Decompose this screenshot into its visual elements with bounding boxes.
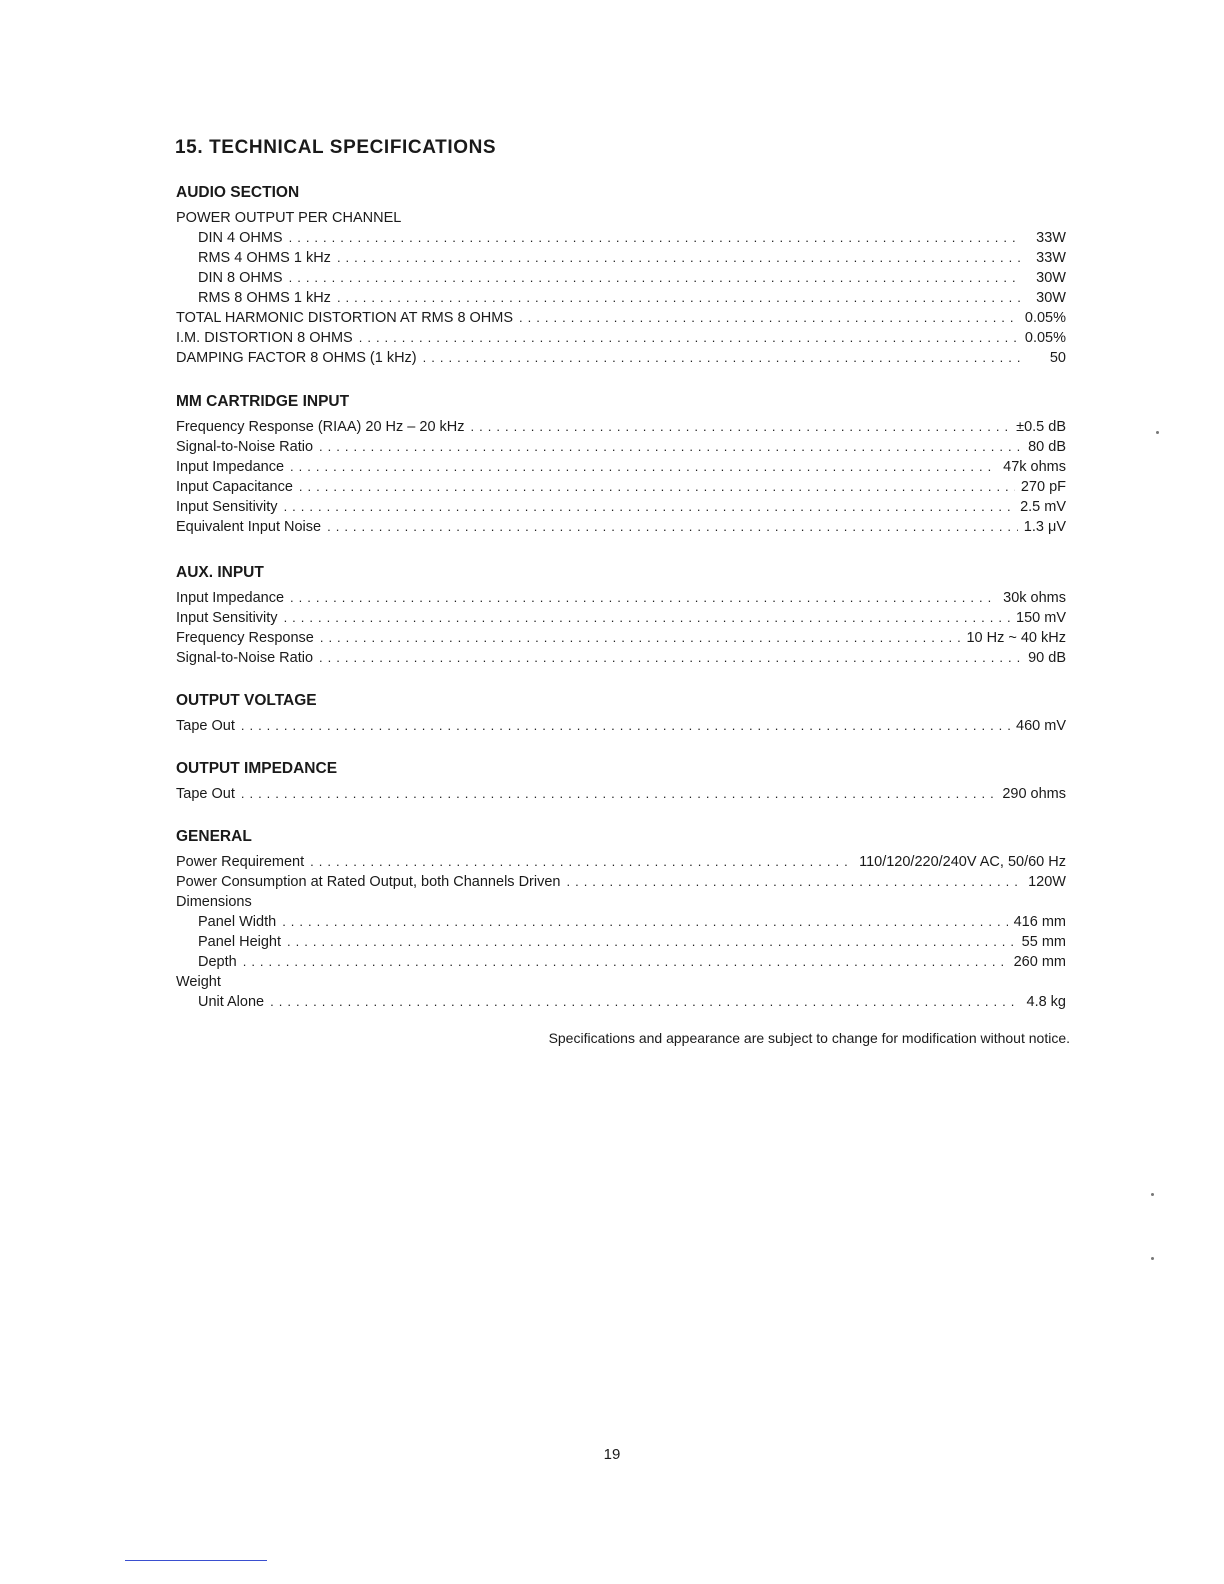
spec-row bbox=[176, 437, 1066, 457]
spec-label: POWER OUTPUT PER CHANNEL bbox=[176, 210, 402, 226]
spec-label: Input Capacitance bbox=[176, 479, 293, 495]
spec-label: Power Consumption at Rated Output, both Channels Driven bbox=[176, 874, 561, 890]
leader-dots bbox=[241, 716, 1010, 736]
spec-row bbox=[176, 457, 1066, 477]
spec-row bbox=[176, 328, 1066, 348]
spec-label: Panel Width bbox=[198, 914, 277, 930]
leader-dots bbox=[284, 497, 1015, 517]
leader-dots bbox=[566, 872, 1020, 892]
spec-value: 150 mV bbox=[1016, 610, 1066, 626]
page-title: 15. TECHNICAL SPECIFICATIONS bbox=[175, 137, 497, 158]
spec-value: 30k ohms bbox=[1003, 590, 1066, 606]
spec-row bbox=[176, 268, 1066, 288]
spec-label: Tape Out bbox=[176, 718, 235, 734]
spec-value: 460 mV bbox=[1016, 718, 1066, 734]
leader-dots bbox=[299, 477, 1015, 497]
spec-row bbox=[176, 952, 1066, 972]
spec-value: ±0.5 dB bbox=[1016, 419, 1066, 435]
spec-subheading bbox=[176, 972, 1066, 992]
spec-value: 80 dB bbox=[1028, 439, 1066, 455]
spec-row bbox=[176, 288, 1066, 308]
spec-label: Input Impedance bbox=[176, 590, 285, 606]
leader-dots bbox=[337, 248, 1020, 268]
spec-label: Frequency Response bbox=[176, 630, 314, 646]
leader-dots bbox=[284, 608, 1010, 628]
spec-value: 416 mm bbox=[1013, 914, 1066, 930]
leader-dots bbox=[289, 228, 1020, 248]
spec-row bbox=[176, 912, 1066, 932]
spec-label: DAMPING FACTOR 8 OHMS (1 kHz) bbox=[176, 350, 417, 366]
spec-value: 120W bbox=[1028, 874, 1066, 890]
leader-dots bbox=[471, 417, 1011, 437]
leader-dots bbox=[319, 648, 1020, 668]
spec-row bbox=[176, 628, 1066, 648]
spec-row bbox=[176, 588, 1066, 608]
spec-row bbox=[176, 517, 1066, 537]
leader-dots bbox=[310, 852, 853, 872]
spec-value: 55 mm bbox=[1021, 934, 1066, 950]
spec-label: Input Sensitivity bbox=[176, 499, 278, 515]
spec-value: 50 bbox=[1049, 350, 1066, 366]
spec-row bbox=[176, 497, 1066, 517]
spec-row bbox=[176, 852, 1066, 872]
section-title: MM CARTRIDGE INPUT bbox=[176, 393, 350, 410]
spec-label: Signal-to-Noise Ratio bbox=[176, 650, 314, 666]
spec-value: 2.5 mV bbox=[1020, 499, 1066, 515]
spec-label: DIN 8 OHMS bbox=[198, 270, 283, 286]
spec-row bbox=[176, 417, 1066, 437]
section-title: AUX. INPUT bbox=[176, 564, 264, 581]
leader-dots bbox=[290, 588, 997, 608]
spec-value: 30W bbox=[1036, 290, 1066, 306]
spec-label: Equivalent Input Noise bbox=[176, 519, 322, 535]
leader-dots bbox=[241, 784, 996, 804]
spec-label: Unit Alone bbox=[198, 994, 265, 1010]
spec-value: 10 Hz ~ 40 kHz bbox=[966, 630, 1066, 646]
spec-row bbox=[176, 308, 1066, 328]
spec-value: 30W bbox=[1036, 270, 1066, 286]
spec-label: Input Impedance bbox=[176, 459, 285, 475]
section-title: OUTPUT IMPEDANCE bbox=[176, 760, 338, 777]
leader-dots bbox=[287, 932, 1016, 952]
spec-value: 270 pF bbox=[1020, 479, 1066, 495]
audio-section bbox=[176, 182, 1066, 368]
spec-value: 33W bbox=[1036, 230, 1066, 246]
leader-dots bbox=[423, 348, 1020, 368]
spec-label: Input Sensitivity bbox=[176, 610, 278, 626]
section-title: OUTPUT VOLTAGE bbox=[176, 692, 317, 709]
leader-dots bbox=[270, 992, 1020, 1012]
spec-value: 110/120/220/240V AC, 50/60 Hz bbox=[859, 854, 1066, 870]
spec-row bbox=[176, 648, 1066, 668]
leader-dots bbox=[282, 912, 1007, 932]
spec-value: 0.05% bbox=[1024, 330, 1066, 346]
spec-row bbox=[176, 248, 1066, 268]
spec-row bbox=[176, 608, 1066, 628]
spec-value: 290 ohms bbox=[1002, 786, 1066, 802]
spec-row bbox=[176, 477, 1066, 497]
spec-value: 33W bbox=[1036, 250, 1066, 266]
spec-row bbox=[176, 348, 1066, 368]
section-title: AUDIO SECTION bbox=[176, 184, 300, 201]
spec-value: 47k ohms bbox=[1003, 459, 1066, 475]
output-voltage-section bbox=[176, 690, 1066, 736]
leader-dots bbox=[290, 457, 997, 477]
footer-rule bbox=[125, 1560, 267, 1561]
leader-dots bbox=[289, 268, 1020, 288]
spec-row bbox=[176, 992, 1066, 1012]
mm-cartridge-section bbox=[176, 391, 1066, 537]
spec-row bbox=[176, 932, 1066, 952]
output-impedance-section bbox=[176, 758, 1066, 804]
general-section bbox=[176, 826, 1066, 1012]
spec-label: RMS 8 OHMS 1 kHz bbox=[198, 290, 331, 306]
spec-label: DIN 4 OHMS bbox=[198, 230, 283, 246]
spec-label: Power Requirement bbox=[176, 854, 305, 870]
spec-label: TOTAL HARMONIC DISTORTION AT RMS 8 OHMS bbox=[176, 310, 514, 326]
spec-label: Dimensions bbox=[176, 894, 252, 910]
leader-dots bbox=[519, 308, 1019, 328]
aux-input-section bbox=[176, 562, 1066, 668]
scan-speck bbox=[1151, 1193, 1154, 1196]
section-title: GENERAL bbox=[176, 828, 252, 845]
spec-label: Frequency Response (RIAA) 20 Hz – 20 kHz bbox=[176, 419, 465, 435]
scan-speck bbox=[1156, 431, 1159, 434]
leader-dots bbox=[320, 628, 961, 648]
leader-dots bbox=[327, 517, 1018, 537]
disclaimer-note: Specifications and appearance are subject to change for modification without notice. bbox=[548, 1030, 1070, 1046]
spec-subheading bbox=[176, 208, 1066, 228]
spec-row bbox=[176, 784, 1066, 804]
spec-value: 90 dB bbox=[1028, 650, 1066, 666]
scan-speck bbox=[1151, 1257, 1154, 1260]
spec-label: Tape Out bbox=[176, 786, 235, 802]
spec-label: Depth bbox=[198, 954, 237, 970]
spec-label: Signal-to-Noise Ratio bbox=[176, 439, 314, 455]
spec-label: I.M. DISTORTION 8 OHMS bbox=[176, 330, 353, 346]
spec-label: Panel Height bbox=[198, 934, 282, 950]
spec-label: RMS 4 OHMS 1 kHz bbox=[198, 250, 331, 266]
leader-dots bbox=[337, 288, 1020, 308]
spec-label: Weight bbox=[176, 974, 221, 990]
leader-dots bbox=[243, 952, 1008, 972]
leader-dots bbox=[359, 328, 1019, 348]
spec-row bbox=[176, 872, 1066, 892]
spec-value: 4.8 kg bbox=[1026, 994, 1066, 1010]
spec-row bbox=[176, 228, 1066, 248]
spec-value: 1.3 μV bbox=[1023, 519, 1066, 535]
spec-row bbox=[176, 716, 1066, 736]
leader-dots bbox=[319, 437, 1020, 457]
spec-subheading bbox=[176, 892, 1066, 912]
page-number: 19 bbox=[603, 1446, 621, 1463]
spec-value: 260 mm bbox=[1013, 954, 1066, 970]
spec-value: 0.05% bbox=[1024, 310, 1066, 326]
